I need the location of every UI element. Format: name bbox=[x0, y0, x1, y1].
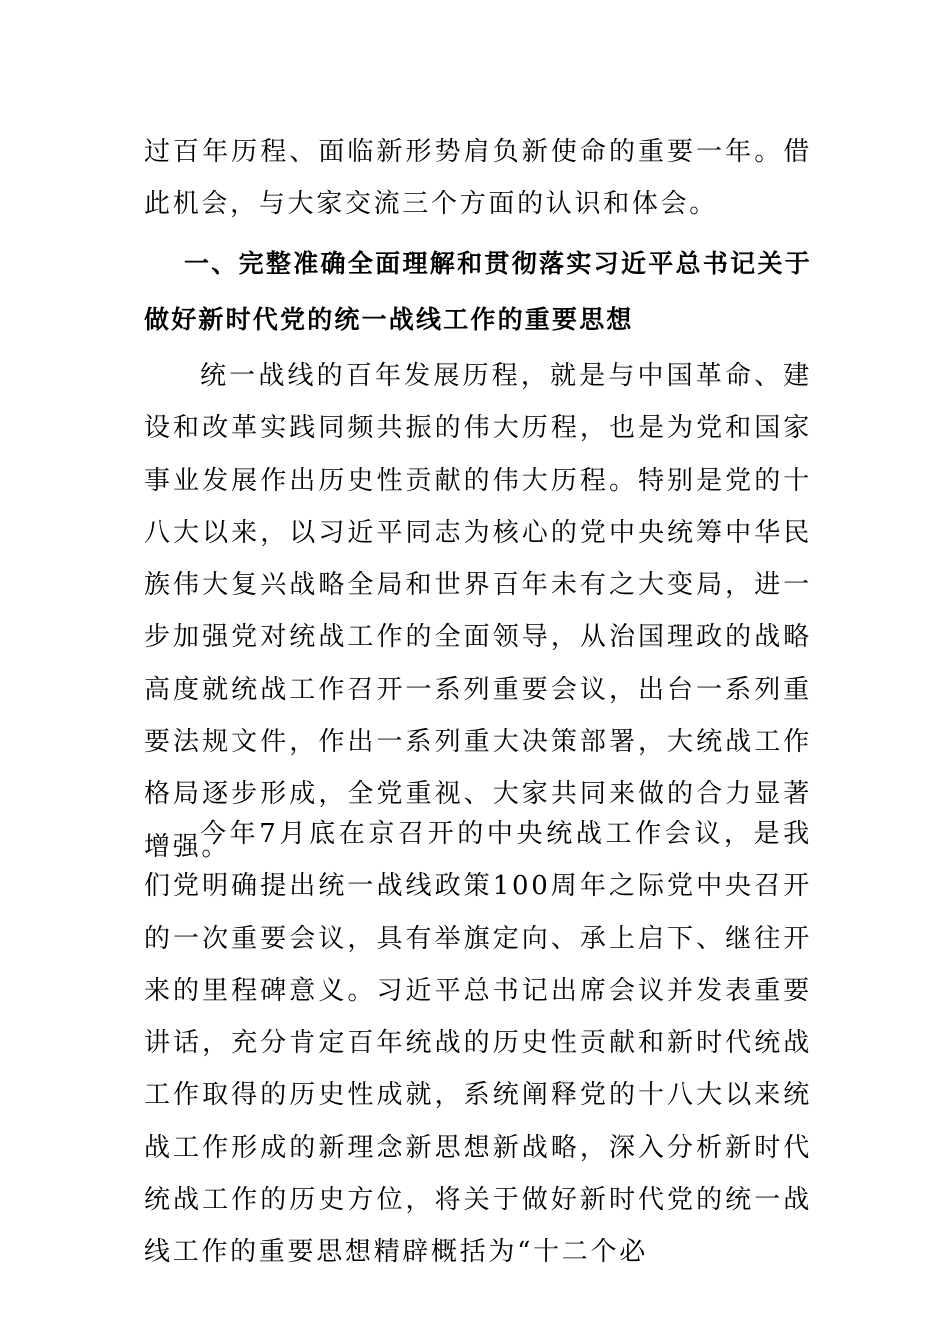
body-paragraph-1: 统一战线的百年发展历程，就是与中国革命、建设和改革实践同频共振的伟大历程，也是为党和国家事业发展作出历史性贡献的伟大历程。特别是党的十八大以来，以习近平同志为核心的党中央统筹中华民族伟大复兴战略全局和世界百年未有之大变局，进一步加强党对统战工作的全面领导，从治国理政的战略高度就统战工作召开一系列重要会议，出台一系列重要法规文件，作出一系列重大决策部署，大统战工作格局逐步形成，全党重视、大家共同来做的合力显著增强。 bbox=[144, 361, 812, 862]
body-paragraph-2: 今年7月底在京召开的中央统战工作会议，是我们党明确提出统一战线政策100周年之际党中央召开的一次重要会议，具有举旗定向、承上启下、继往开来的里程碑意义。习近平总书记出席会议并发表重要讲话，充分肯定百年统战的历史性贡献和新时代统战工作取得的历史性成就，系统阐释党的十八大以来统战工作形成的新理念新思想新战略，深入分析新时代统战工作的历史方位，将关于做好新时代党的统一战线工作的重要思想精辟概括为“十二个必 bbox=[144, 819, 812, 1268]
section-heading-1: 一、完整准确全面理解和贯彻落实习近平总书记关于做好新时代党的统一战线工作的重要思想 bbox=[144, 249, 812, 334]
intro-paragraph: 过百年历程、面临新形势肩负新使命的重要一年。借此机会，与大家交流三个方面的认识和体会。 bbox=[144, 137, 812, 220]
